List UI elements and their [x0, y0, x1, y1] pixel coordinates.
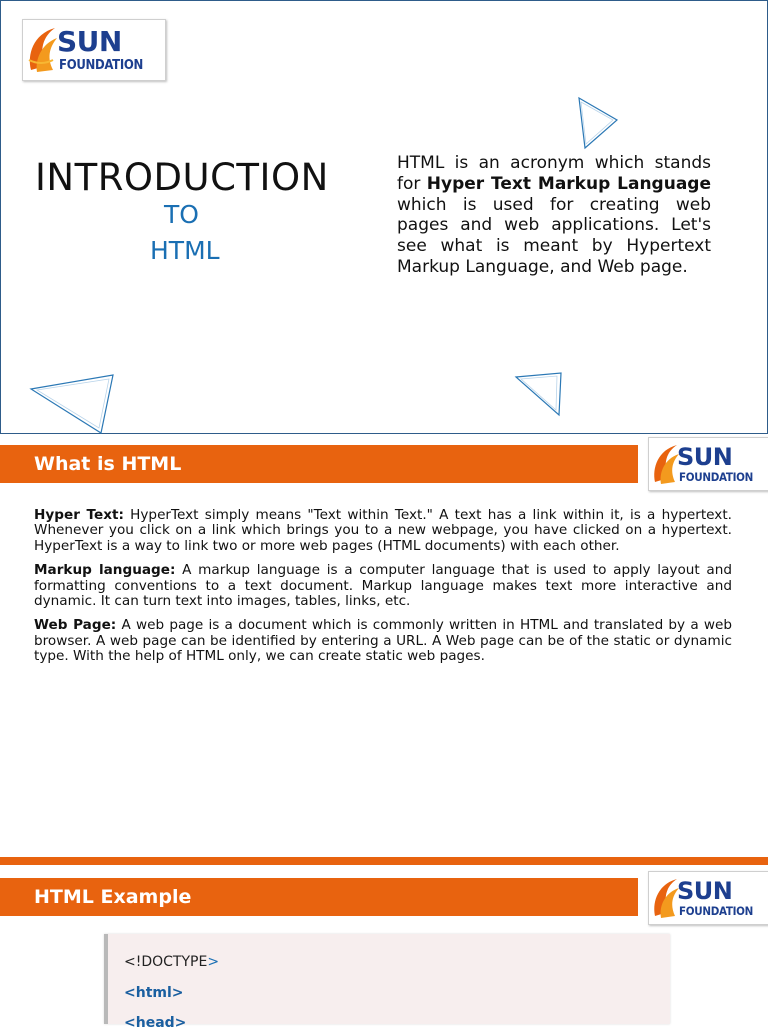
section-header — [0, 445, 638, 483]
sun-foundation-logo — [648, 871, 768, 925]
section-title: HTML Example — [34, 886, 192, 908]
logo-sun-text: SUN — [677, 443, 733, 471]
intro-slide — [0, 0, 768, 434]
intro-title: INTRODUCTION — [35, 156, 329, 199]
definition: HyperText simply means "Text within Text." A text has a link within it, is a hypertext. Whenever you click on a link which brings you to a new webpage, you have clicked on a hypertext. HyperText is a way to link two or more web pages (HTML documents) with each other. — [34, 507, 732, 554]
code-token: > — [207, 954, 220, 970]
sun-foundation-logo — [648, 437, 768, 491]
term: Markup language: — [34, 562, 176, 579]
code-line-head — [124, 1015, 186, 1031]
intro-to: TO — [164, 200, 199, 229]
section-header — [0, 878, 638, 916]
definition-web-page — [34, 618, 732, 664]
decorative-triangle — [513, 371, 565, 419]
code-line-doctype — [124, 954, 219, 970]
decorative-triangle — [29, 373, 119, 435]
code-example — [104, 934, 670, 1031]
code-token: <html> — [124, 985, 184, 1001]
definition-markup-language — [34, 563, 732, 609]
desc-part: HTML is an acronym which stands for — [397, 153, 711, 194]
definition: A web page is a document which is commonly written in HTML and translated by a web browser. A web page can be identified by entering a URL. A Web page can be of the static or dynamic type. With the help of HTML only, we can create static web pages. — [34, 617, 732, 665]
logo-foundation-text: FOUNDATION — [59, 58, 144, 73]
definition-hypertext — [34, 508, 732, 554]
desc-bold: Hyper Text Markup Language — [426, 173, 712, 194]
slide-top-border — [0, 857, 768, 865]
code-token: <!DOCTYPE — [124, 954, 208, 970]
code-token: <head> — [124, 1015, 187, 1031]
section-title: What is HTML — [34, 453, 182, 475]
intro-description — [397, 153, 711, 278]
logo-sun-text: SUN — [57, 25, 122, 58]
term: Web Page: — [34, 617, 117, 634]
logo-sun-text: SUN — [677, 877, 733, 905]
logo-foundation-text: FOUNDATION — [679, 470, 753, 484]
term: Hyper Text: — [34, 507, 124, 523]
code-line-html — [124, 985, 184, 1001]
decorative-triangle — [575, 96, 621, 152]
desc-part: which is used for creating web pages and web applications. Let's see what is meant by Hypertext Markup Language, and Web page. — [397, 194, 711, 277]
html-definitions — [34, 508, 732, 674]
sun-foundation-logo — [22, 19, 166, 81]
logo-foundation-text: FOUNDATION — [679, 904, 753, 918]
definition: A markup language is a computer language that is used to apply layout and formatting conventions to a text document. Markup language makes text more interactive and dynamic. It can turn text into images, tables, links, etc. — [34, 562, 732, 610]
intro-html: HTML — [150, 236, 220, 265]
